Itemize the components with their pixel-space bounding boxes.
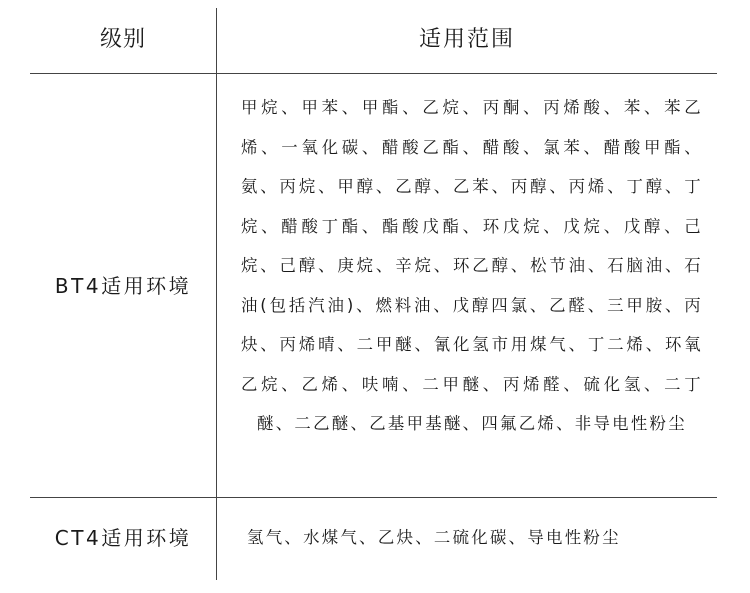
row-scope-bt4: 甲烷、甲苯、甲酯、乙烷、丙酮、丙烯酸、苯、苯乙烯、一氧化碳、醋酸乙酯、醋酸、氯苯、醋酸甲酯、氨、丙烷、甲醇、乙醇、乙苯、丙醇、丙烯、丁醇、丁烷、醋酸丁酯、酯酸戊酯、环戊烷、戊烷、戊醇、己烷、己醇、庚烷、辛烷、环乙醇、松节油、石脑油、石油(包括汽油)、燃料油、戊醇四氯、乙醛、三甲胺、丙炔、丙烯晴、二甲醚、氰化氢市用煤气、丁二烯、环氧乙烷、乙烯、呋喃、二甲醚、丙烯醛、硫化氢、二丁醚、二乙醚、乙基甲基醚、四氟乙烯、非导电性粉尘 [241, 98, 703, 433]
header-scope: 适用范围 [418, 27, 515, 52]
row-scope-ct4: 氢气、水煤气、乙炔、二硫化碳、导电性粉尘 [247, 528, 621, 547]
header-level: 级别 [99, 27, 146, 52]
row-divider [30, 497, 717, 498]
row-label-ct4: CT4适用环境 [54, 526, 192, 550]
header-divider [30, 73, 717, 74]
column-divider [216, 8, 217, 580]
row-label-bt4: BT4适用环境 [54, 274, 192, 298]
